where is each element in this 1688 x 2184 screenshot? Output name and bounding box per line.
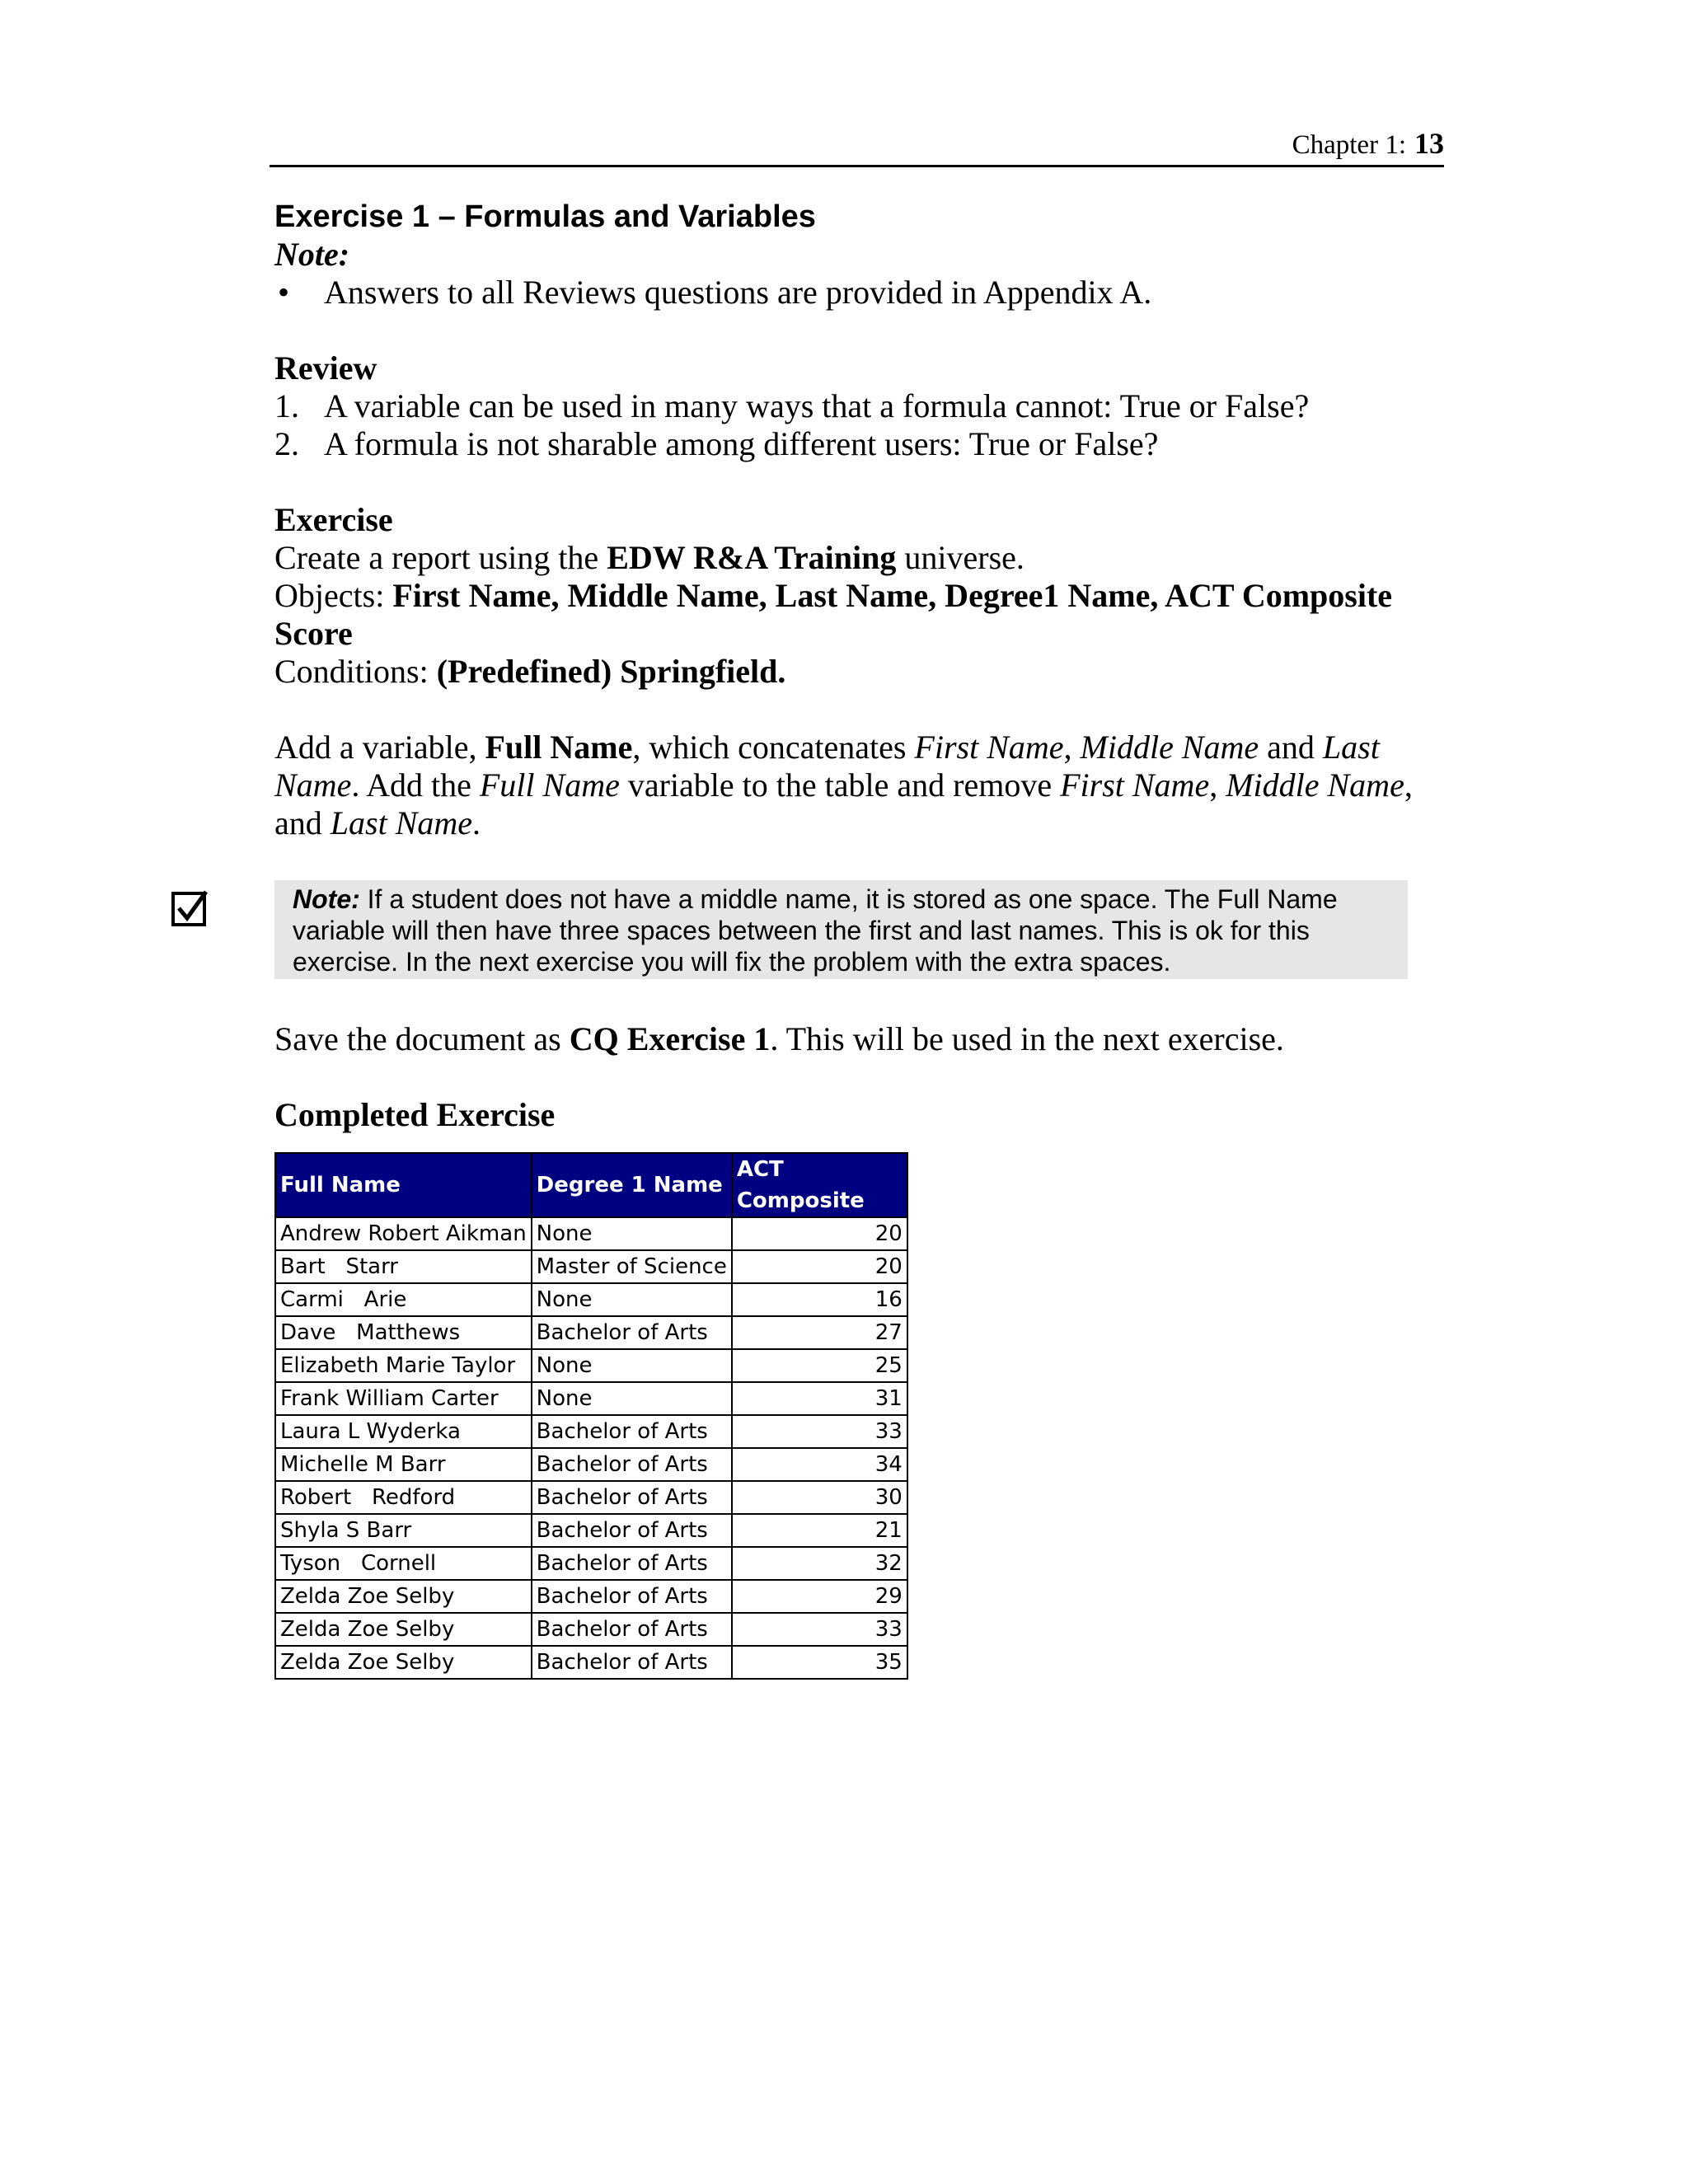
- note-bullet: [274, 274, 1445, 312]
- table-row: [275, 1547, 907, 1580]
- instr-last-name: Last Name: [274, 729, 1380, 804]
- objects-label: Objects:: [274, 577, 393, 614]
- save-doc-name: CQ Exercise 1: [569, 1020, 771, 1057]
- cell-full-name: Carmi Arie: [275, 1283, 532, 1316]
- review-item: [274, 387, 1445, 425]
- table-row: [275, 1448, 907, 1481]
- cell-act: 25: [732, 1349, 907, 1382]
- cell-full-name: Zelda Zoe Selby: [275, 1646, 532, 1679]
- table-body: [275, 1217, 907, 1679]
- review-item-number: 2.: [274, 425, 299, 462]
- cell-act: 16: [732, 1283, 907, 1316]
- cell-degree: Bachelor of Arts: [532, 1316, 732, 1349]
- cell-full-name: Shyla S Barr: [275, 1514, 532, 1547]
- bullet-icon: •: [278, 274, 290, 311]
- cell-degree: None: [532, 1217, 732, 1250]
- review-heading: Review: [274, 349, 377, 387]
- table-row: [275, 1580, 907, 1613]
- table-row: [275, 1250, 907, 1283]
- cell-act: 21: [732, 1514, 907, 1547]
- cell-degree: Bachelor of Arts: [532, 1415, 732, 1448]
- note-label: Note:: [274, 236, 350, 273]
- instr-text: and: [1259, 729, 1323, 766]
- conditions-label: Conditions:: [274, 653, 437, 690]
- cell-degree: Bachelor of Arts: [532, 1547, 732, 1580]
- instr-text: . Add the: [351, 766, 480, 804]
- cell-full-name: Andrew Robert Aikman: [275, 1217, 532, 1250]
- cell-act: 33: [732, 1613, 907, 1646]
- review-item-text: A variable can be used in many ways that a formula cannot: True or False?: [324, 387, 1310, 424]
- create-report-line: [274, 539, 1445, 577]
- cell-full-name: Michelle M Barr: [275, 1448, 532, 1481]
- cell-full-name: Frank William Carter: [275, 1382, 532, 1415]
- review-item-text: A formula is not sharable among different users: True or False?: [324, 425, 1159, 462]
- note-box: [274, 880, 1408, 979]
- table-row: [275, 1481, 907, 1514]
- cell-act: 20: [732, 1217, 907, 1250]
- instr-full-name-italic: Full Name: [479, 766, 620, 804]
- create-prefix: Create a report using the: [274, 539, 607, 576]
- instr-text: Add a variable,: [274, 729, 485, 766]
- instr-first-name: First Name: [1060, 766, 1210, 804]
- cell-act: 35: [732, 1646, 907, 1679]
- note-bullet-text: Answers to all Reviews questions are provided in Appendix A.: [324, 274, 1152, 311]
- cell-act: 33: [732, 1415, 907, 1448]
- table-row: [275, 1316, 907, 1349]
- cell-full-name: Elizabeth Marie Taylor: [275, 1349, 532, 1382]
- table-row: [275, 1382, 907, 1415]
- cell-degree: Master of Science: [532, 1250, 732, 1283]
- universe-name: EDW R&A Training: [607, 539, 897, 576]
- cell-act: 32: [732, 1547, 907, 1580]
- cell-degree: Bachelor of Arts: [532, 1514, 732, 1547]
- instr-text: variable to the table and remove: [619, 766, 1061, 804]
- review-item: [274, 425, 1445, 463]
- objects-line: [274, 577, 1445, 653]
- instr-text: .: [472, 804, 481, 841]
- save-instruction: [274, 1020, 1445, 1058]
- instr-full-name: Full Name: [485, 729, 633, 766]
- cell-act: 29: [732, 1580, 907, 1613]
- table-row: [275, 1613, 907, 1646]
- note-box-label: Note:: [293, 884, 360, 914]
- table-row: [275, 1349, 907, 1382]
- cell-full-name: Bart Starr: [275, 1250, 532, 1283]
- table-row: [275, 1646, 907, 1679]
- cell-degree: None: [532, 1382, 732, 1415]
- cell-act: 34: [732, 1448, 907, 1481]
- note-callout: [274, 880, 1445, 979]
- instr-middle-name: Middle Name: [1080, 729, 1259, 766]
- page-number: 13: [1414, 127, 1444, 160]
- cell-degree: Bachelor of Arts: [532, 1646, 732, 1679]
- instr-text: , and: [274, 766, 1413, 841]
- completed-report-table: [274, 1152, 908, 1680]
- review-item-number: 1.: [274, 387, 299, 424]
- cell-full-name: Dave Matthews: [275, 1316, 532, 1349]
- table-header-row: [275, 1153, 907, 1217]
- instr-text: ,: [1063, 729, 1081, 766]
- table-row: [275, 1514, 907, 1547]
- cell-degree: Bachelor of Arts: [532, 1580, 732, 1613]
- cell-act: 27: [732, 1316, 907, 1349]
- cell-act: 20: [732, 1250, 907, 1283]
- completed-exercise-heading: Completed Exercise: [274, 1096, 556, 1133]
- table-row: [275, 1415, 907, 1448]
- cell-degree: Bachelor of Arts: [532, 1481, 732, 1514]
- table-row: [275, 1217, 907, 1250]
- cell-full-name: Laura L Wyderka: [275, 1415, 532, 1448]
- instr-last-name: Last Name: [330, 804, 473, 841]
- exercise-title: Exercise 1 – Formulas and Variables: [274, 199, 816, 234]
- cell-full-name: Zelda Zoe Selby: [275, 1613, 532, 1646]
- cell-full-name: Robert Redford: [275, 1481, 532, 1514]
- cell-act: 30: [732, 1481, 907, 1514]
- chapter-label: Chapter 1:: [1292, 130, 1406, 160]
- checked-box-icon: [171, 890, 208, 926]
- save-suffix: . This will be used in the next exercise.: [770, 1020, 1284, 1057]
- cell-act: 31: [732, 1382, 907, 1415]
- conditions-value: (Predefined) Springfield.: [436, 653, 786, 690]
- cell-degree: Bachelor of Arts: [532, 1613, 732, 1646]
- conditions-line: [274, 653, 1445, 691]
- column-header-degree: Degree 1 Name: [532, 1153, 732, 1217]
- instr-text: , which concatenates: [632, 729, 915, 766]
- cell-full-name: Zelda Zoe Selby: [275, 1580, 532, 1613]
- save-prefix: Save the document as: [274, 1020, 570, 1057]
- instruction-paragraph: [274, 729, 1445, 842]
- instr-middle-name: Middle Name: [1226, 766, 1404, 804]
- cell-degree: Bachelor of Arts: [532, 1448, 732, 1481]
- note-box-text: If a student does not have a middle name, it is stored as one space. The Full Name variable will then have three spaces between the first and last names. This is ok for this exercise. In the next exercise you will fix the problem with the extra spaces.: [293, 884, 1338, 977]
- cell-full-name: Tyson Cornell: [275, 1547, 532, 1580]
- table-row: [275, 1283, 907, 1316]
- page-header: [270, 122, 1444, 167]
- instr-first-name: First Name: [914, 729, 1064, 766]
- cell-degree: None: [532, 1283, 732, 1316]
- cell-degree: None: [532, 1349, 732, 1382]
- column-header-full-name: Full Name: [275, 1153, 532, 1217]
- column-header-act: ACT Composite: [732, 1153, 907, 1217]
- main-content: [274, 198, 1445, 1680]
- objects-list: First Name, Middle Name, Last Name, Degree1 Name, ACT Composite Score: [274, 577, 1393, 652]
- instr-text: ,: [1209, 766, 1226, 804]
- exercise-heading: Exercise: [274, 501, 393, 538]
- create-suffix: universe.: [896, 539, 1025, 576]
